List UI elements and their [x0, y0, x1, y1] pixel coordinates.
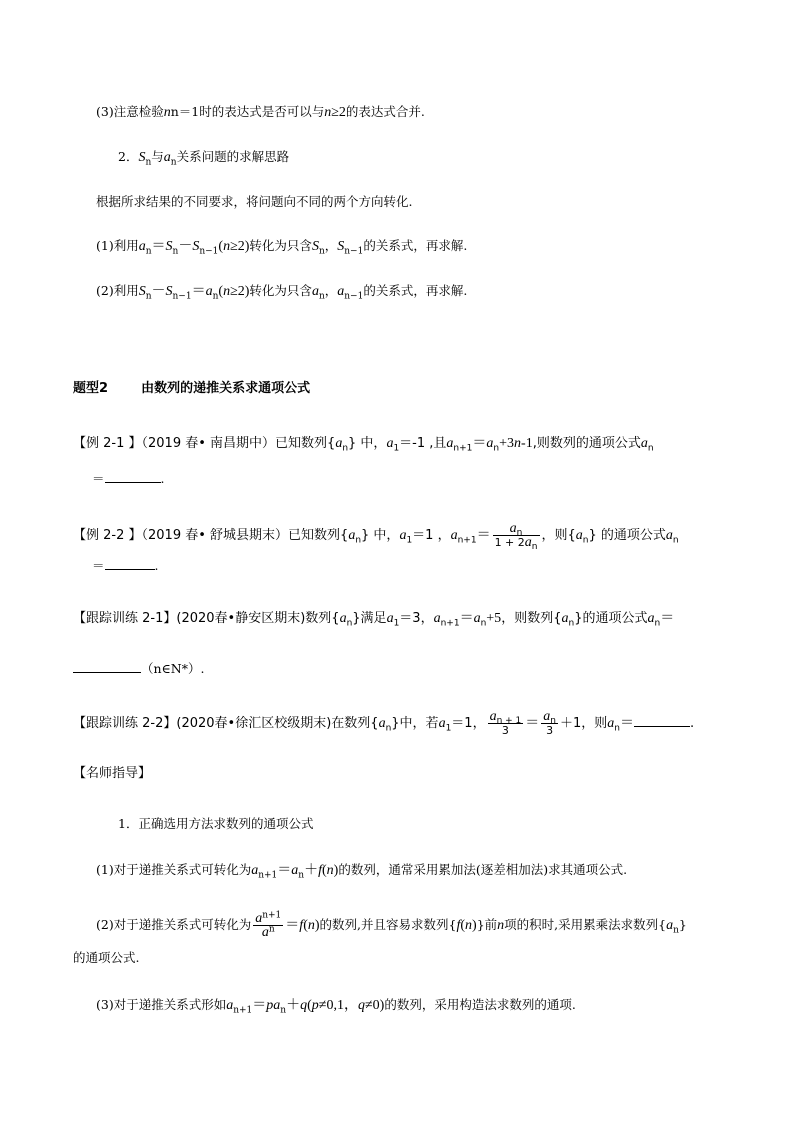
method-2: (2)利用$S_n-S_{n-1}=a_n(n\ge 2)$转化为只含$a_n$，$a_{n-1}$的关系式，再求解. [96, 283, 468, 302]
guide-p3: (3)对于递推关系式形如$a_{n+1}=pa_n+q(p\ne 0,1$，q≠0)的数列，采用构造法求数列的通项. [96, 997, 576, 1016]
subheading-2: 2．$S_n$与$a_n$关系问题的求解思路 [118, 149, 290, 168]
intro-text: 根据所求结果的不同要求，将问题向不同的两个方向转化. [96, 194, 413, 209]
tracking-2-2: 【跟踪训练 2-2】(2020春•徐汇区校级期末)在数列$\{a_n\}$中，若$a_1=1$， $\frac{a_{n + 1}}{3}$ ＝ $\frac{a_n}{3}$ ＋1，则$a_n=$ . [73, 709, 695, 737]
guide-heading: 1．正确选用方法求数列的通项公式 [118, 816, 314, 831]
example-2-1-answer: ＝ . [92, 471, 165, 486]
tracking-2-1-answer: （n∈N*）. [73, 660, 204, 677]
example-2-2-answer: ＝ . [92, 558, 159, 573]
fraction-ratio: $\frac{a^{n+1}}{a^n}$ [255, 910, 282, 940]
guide-p2: (2)对于递推关系式可转化为 $\frac{a^{n+1}}{a^n}$ ＝f(n)的数列,并且容易求数列{f(n)}前n项的积时,采用累乘法求数列$\{a_n\}$ [96, 910, 687, 940]
note-3: (3)注意检验nn＝1时的表达式是否可以与n≥2的表达式合并. [96, 104, 425, 120]
method-1: (1)利用$a_n=S_n-S_{n-1}(n\ge 2)$转化为只含$S_n$，$S_{n-1}$的关系式，再求解. [96, 238, 468, 257]
fraction: $\frac{a_n}{1 + 2a_n}$ [494, 521, 538, 553]
guide-p2-cont: 的通项公式. [73, 950, 140, 965]
section-label: 题型2 [73, 381, 109, 396]
section-title: 由数列的递推关系求通项公式 [141, 381, 311, 396]
example-2-1: 【例 2-1 】（2019 春• 南昌期中）已知数列$\{a_n\}$ 中，$a_1=-1$ ,且$a_{n+1}=a_n+3n-1$,则数列的通项公式$a_n$ [73, 436, 654, 454]
guide-p1: (1)对于递推关系式可转化为$a_{n+1}=a_n+f(n)$的数列，通常采用累加法(逐差相加法)求其通项公式. [96, 862, 628, 881]
fraction-left: $\frac{a_{n + 1}}{3}$ [489, 709, 522, 737]
guide-tag: 【名师指导】 [73, 766, 152, 781]
example-2-2: 【例 2-2 】（2019 春• 舒城县期末）已知数列$\{a_n\}$ 中，$a_1=1$ ，$a_{n+1}=$ $\frac{a_n}{1 + 2a_n}$ ，则$\{a_n\}$ 的通项公式$a_n$ [73, 521, 679, 553]
fraction-right: $\frac{a_n}{3}$ [543, 709, 556, 737]
tracking-2-1: 【跟踪训练 2-1】(2020春•静安区期末)数列$\{a_n\}$满足$a_1=3$，$a_{n+1}=a_n+5$，则数列$\{a_n\}$的通项公式$a_n=$ [73, 611, 675, 629]
section-heading [73, 381, 310, 397]
